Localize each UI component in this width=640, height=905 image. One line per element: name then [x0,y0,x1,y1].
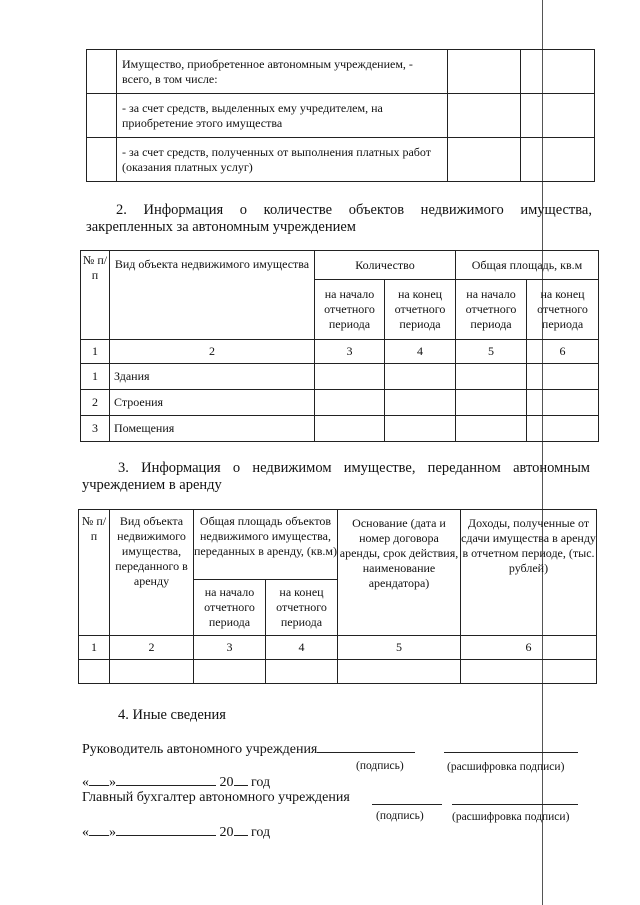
column-number: 2 [110,340,315,364]
table-header-row [79,510,597,580]
accountant-date-line [82,821,270,841]
column-number: 4 [266,636,338,660]
head-signature-line [82,738,415,758]
column-header-num: № п/п [79,510,110,636]
row-name: Строения [110,390,315,416]
column-header-qty-start: на начало отчетного периода [315,280,385,340]
head-date-line [82,771,270,791]
column-number: 3 [194,636,266,660]
date-open-quote: « [82,775,89,790]
decoding-blank [444,738,578,753]
column-header-area-end: на конец отчетного периода [527,280,599,340]
row-name: Помещения [110,416,315,442]
column-header-type: Вид объекта недвижимого имущества, переданного в аренду [110,510,194,636]
decoding-caption: (расшифровка подписи) [447,761,565,773]
signature-caption: (подпись) [356,760,404,772]
column-number-row [81,340,599,364]
column-number: 1 [79,636,110,660]
decoding-caption: (расшифровка подписи) [452,811,570,823]
column-number: 6 [461,636,597,660]
year-prefix: 20 [219,825,234,840]
column-number: 1 [81,340,110,364]
column-number: 6 [527,340,599,364]
row-number: 3 [81,416,110,442]
table-cell-text: - за счет средств, выделенных ему учредителем, на приобретение этого имущества [117,94,448,138]
signature-blank [317,738,415,753]
table-row [87,50,595,94]
column-number: 3 [315,340,385,364]
column-number-row [79,636,597,660]
month-blank [116,821,216,836]
date-close-quote: » [109,825,116,840]
column-header-area: Общая площадь объектов недвижимого имущества, переданных в аренду, (кв.м) [194,510,338,580]
date-open-quote: « [82,825,89,840]
column-number: 5 [338,636,461,660]
column-header-area-start: на начало отчетного периода [456,280,527,340]
table-header-row [81,251,599,280]
year-suffix: год [251,775,271,790]
column-number: 2 [110,636,194,660]
accountant-label: Главный бухгалтер автономного учреждения [82,790,350,805]
table-row [79,660,597,684]
table-cell-text: - за счет средств, полученных от выполнения платных работ (оказания платных услуг) [117,138,448,182]
column-header-num: № п/п [81,251,110,340]
column-header-quantity: Количество [315,251,456,280]
month-blank [116,771,216,786]
head-label: Руководитель автономного учреждения [82,742,318,757]
year-blank [234,771,248,786]
date-close-quote: » [109,775,116,790]
column-number: 4 [385,340,456,364]
table-row [81,416,599,442]
row-number: 1 [81,364,110,390]
signature-caption: (подпись) [376,810,424,822]
table-cell-text: Имущество, приобретенное автономным учреждением, - всего, в том числе: [117,50,448,94]
row-name: Здания [110,364,315,390]
table-row [81,364,599,390]
column-header-area: Общая площадь, кв.м [456,251,599,280]
accountant-signature-line [82,790,350,806]
column-header-type: Вид объекта недвижимого имущества [110,251,315,340]
property-acquired-table [86,49,595,182]
section-2-heading: 2. Информация о количестве объектов недвижимого имущества, закрепленных за автономным учреждением [86,202,592,235]
column-header-income: Доходы, полученные от сдачи имущества в аренду в отчетном периоде, (тыс. рублей) [461,510,597,636]
day-blank [89,821,109,836]
column-header-basis: Основание (дата и номер договора аренды, срок действия, наименование арендатора) [338,510,461,636]
section-4-heading: 4. Иные сведения [118,707,226,723]
section-3-heading: 3. Информация о недвижимом имуществе, переданном автономным учреждением в аренду [82,460,590,493]
leased-real-estate-table [78,509,597,684]
column-header-area-start: на начало отчетного периода [194,580,266,636]
year-prefix: 20 [219,775,234,790]
real-estate-count-table [80,250,599,442]
column-header-qty-end: на конец отчетного периода [385,280,456,340]
column-header-area-end: на конец отчетного периода [266,580,338,636]
table-row [87,94,595,138]
table-row [81,390,599,416]
year-blank [234,821,248,836]
table-row [87,138,595,182]
year-suffix: год [251,825,271,840]
row-number: 2 [81,390,110,416]
column-number: 5 [456,340,527,364]
day-blank [89,771,109,786]
decoding-blank [452,790,578,805]
signature-blank [372,790,442,805]
